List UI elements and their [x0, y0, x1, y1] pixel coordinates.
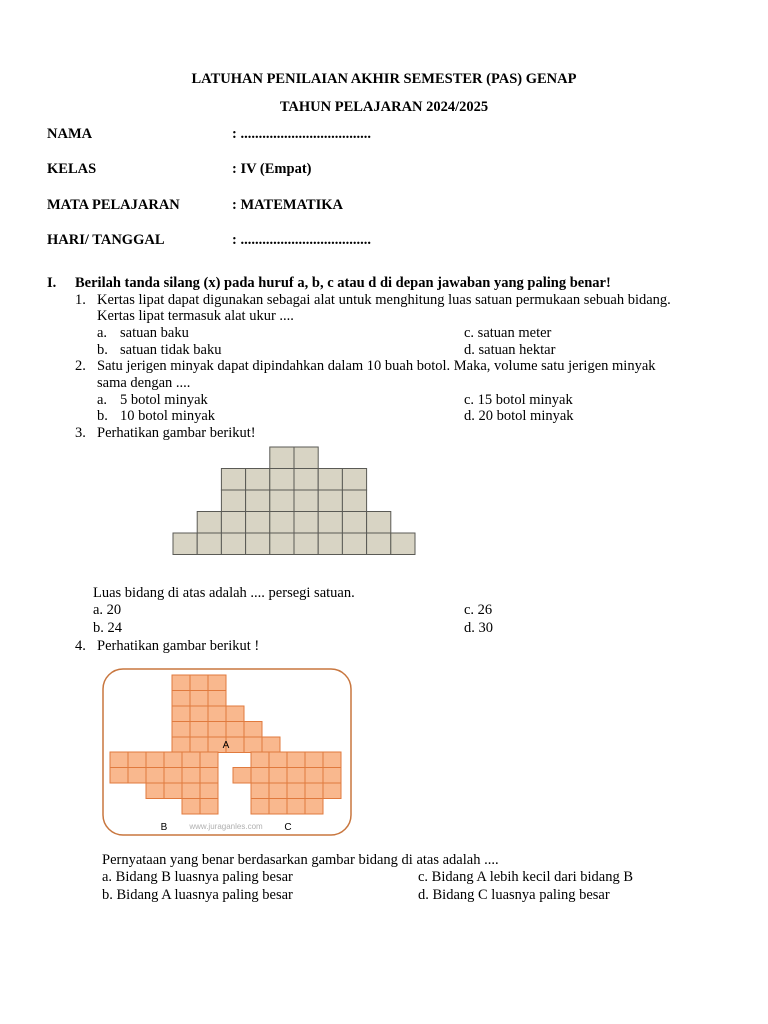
grid-cell — [244, 737, 262, 753]
grid-cell — [221, 469, 245, 491]
question-text-line: Perhatikan gambar berikut ! — [97, 638, 260, 654]
grid-cell — [318, 533, 342, 555]
grid-cell — [173, 533, 197, 555]
grid-cell — [342, 533, 366, 555]
option-d: d. Bidang C luasnya paling besar — [418, 887, 610, 903]
grid-cell — [200, 783, 218, 799]
pyramid-figure — [172, 444, 418, 558]
option-b: 10 botol minyak — [120, 408, 216, 424]
option-c: c. 15 botol minyak — [464, 392, 573, 408]
page-title: LATUHAN PENILAIAN AKHIR SEMESTER (PAS) GENAP — [191, 71, 577, 87]
grid-cell — [246, 469, 270, 491]
grid-cell — [172, 706, 190, 722]
grid-cell — [233, 768, 251, 784]
grid-cell — [305, 768, 323, 784]
grid-cell — [221, 490, 245, 512]
option-b: b. Bidang A luasnya paling besar — [102, 887, 293, 903]
grid-cell — [323, 752, 341, 768]
grid-cell — [128, 768, 146, 784]
grid-cell — [146, 783, 164, 799]
grid-cell — [246, 490, 270, 512]
grid-cell — [172, 737, 190, 753]
grid-cell — [270, 512, 294, 534]
question-number: 4. — [75, 638, 86, 654]
grid-cell — [221, 512, 245, 534]
grid-cell — [110, 752, 128, 768]
grid-cell — [146, 752, 164, 768]
option-b: satuan tidak baku — [120, 342, 222, 358]
grid-cell — [197, 512, 221, 534]
grid-cell — [208, 722, 226, 738]
identity-label-hari: HARI/ TANGGAL — [47, 232, 165, 248]
option-d: d. 30 — [464, 620, 493, 636]
option-b: b. 24 — [93, 620, 122, 636]
grid-cell — [246, 512, 270, 534]
grid-cell — [342, 490, 366, 512]
grid-cell — [269, 768, 287, 784]
question-number: 2. — [75, 358, 86, 374]
grid-cell — [270, 469, 294, 491]
grid-cell — [294, 469, 318, 491]
option-a: a. Bidang B luasnya paling besar — [102, 869, 293, 885]
shapes-figure — [102, 668, 352, 836]
grid-cell — [294, 447, 318, 469]
option-a: satuan baku — [120, 325, 189, 341]
grid-cell — [146, 768, 164, 784]
grid-cell — [287, 752, 305, 768]
option-d: d. 20 botol minyak — [464, 408, 574, 424]
grid-cell — [172, 675, 190, 691]
grid-cell — [182, 783, 200, 799]
grid-cell — [200, 752, 218, 768]
option-letter: a. — [97, 392, 108, 408]
question-text-line: Kertas lipat termasuk alat ukur .... — [97, 308, 294, 324]
identity-value-nama: : .................................... — [232, 126, 371, 142]
grid-cell — [221, 533, 245, 555]
question-number: 1. — [75, 292, 86, 308]
option-c: c. 26 — [464, 602, 493, 618]
grid-cell — [208, 691, 226, 707]
grid-cell — [367, 512, 391, 534]
option-d: d. satuan hektar — [464, 342, 556, 358]
identity-label-mapel: MATA PELAJARAN — [47, 197, 180, 213]
grid-cell — [270, 533, 294, 555]
identity-label-nama: NAMA — [47, 126, 93, 142]
grid-cell — [342, 512, 366, 534]
grid-cell — [164, 783, 182, 799]
question-number: 3. — [75, 425, 86, 441]
grid-cell — [294, 512, 318, 534]
option-letter: b. — [97, 342, 108, 358]
identity-value-mapel: : MATEMATIKA — [232, 197, 344, 213]
grid-cell — [128, 752, 146, 768]
grid-cell — [246, 533, 270, 555]
grid-cell — [287, 799, 305, 815]
identity-value-kelas: : IV (Empat) — [232, 161, 312, 177]
grid-cell — [251, 783, 269, 799]
label-b: B — [160, 822, 168, 833]
question-text-after: Pernyataan yang benar berdasarkan gambar bidang di atas adalah .... — [102, 852, 499, 868]
grid-cell — [110, 768, 128, 784]
grid-cell — [270, 447, 294, 469]
grid-cell — [190, 706, 208, 722]
grid-cell — [391, 533, 415, 555]
grid-cell — [197, 533, 221, 555]
option-a: 5 botol minyak — [120, 392, 208, 408]
grid-cell — [190, 737, 208, 753]
grid-cell — [318, 490, 342, 512]
grid-cell — [200, 799, 218, 815]
grid-cell — [190, 691, 208, 707]
question-text-line: Kertas lipat dapat digunakan sebagai alat untuk menghitung luas satuan permukaan sebuah bidang. — [97, 292, 671, 308]
question-text-line: Satu jerigen minyak dapat dipindahkan dalam 10 buah botol. Maka, volume satu jerigen minyak — [97, 358, 656, 374]
grid-cell — [269, 799, 287, 815]
option-letter: a. — [97, 325, 108, 341]
grid-cell — [251, 752, 269, 768]
grid-cell — [318, 469, 342, 491]
section-number: I. — [47, 275, 57, 291]
identity-value-hari: : .................................... — [232, 232, 371, 248]
grid-cell — [164, 768, 182, 784]
grid-cell — [251, 799, 269, 815]
grid-cell — [269, 752, 287, 768]
grid-cell — [182, 768, 200, 784]
question-text-line: Perhatikan gambar berikut! — [97, 425, 256, 441]
label-c: C — [284, 822, 292, 833]
option-a: a. 20 — [93, 602, 122, 618]
grid-cell — [323, 783, 341, 799]
question-text-after: Luas bidang di atas adalah .... persegi satuan. — [93, 585, 355, 601]
grid-cell — [182, 752, 200, 768]
grid-cell — [269, 783, 287, 799]
grid-cell — [294, 490, 318, 512]
grid-cell — [190, 675, 208, 691]
grid-cell — [172, 722, 190, 738]
page-subtitle: TAHUN PELAJARAN 2024/2025 — [279, 99, 489, 115]
grid-cell — [305, 783, 323, 799]
grid-cell — [367, 533, 391, 555]
grid-cell — [182, 799, 200, 815]
grid-cell — [270, 490, 294, 512]
grid-cell — [251, 768, 269, 784]
question-text-line: sama dengan .... — [97, 375, 191, 391]
identity-label-kelas: KELAS — [47, 161, 97, 177]
grid-cell — [208, 706, 226, 722]
option-letter: b. — [97, 408, 108, 424]
grid-cell — [305, 752, 323, 768]
grid-cell — [287, 783, 305, 799]
label-a: A — [222, 740, 230, 751]
section-instruction: Berilah tanda silang (x) pada huruf a, b, c atau d di depan jawaban yang paling benar! — [75, 275, 611, 291]
grid-cell — [318, 512, 342, 534]
grid-cell — [287, 768, 305, 784]
grid-cell — [200, 768, 218, 784]
grid-cell — [294, 533, 318, 555]
grid-cell — [226, 722, 244, 738]
grid-cell — [208, 675, 226, 691]
grid-cell — [226, 706, 244, 722]
grid-cell — [244, 722, 262, 738]
grid-cell — [172, 691, 190, 707]
grid-cell — [305, 799, 323, 815]
grid-cell — [262, 737, 280, 753]
grid-cell — [190, 722, 208, 738]
watermark: www.juraganles.com — [189, 822, 263, 831]
option-c: c. Bidang A lebih kecil dari bidang B — [418, 869, 634, 885]
option-c: c. satuan meter — [464, 325, 552, 341]
grid-cell — [164, 752, 182, 768]
grid-cell — [342, 469, 366, 491]
grid-cell — [323, 768, 341, 784]
